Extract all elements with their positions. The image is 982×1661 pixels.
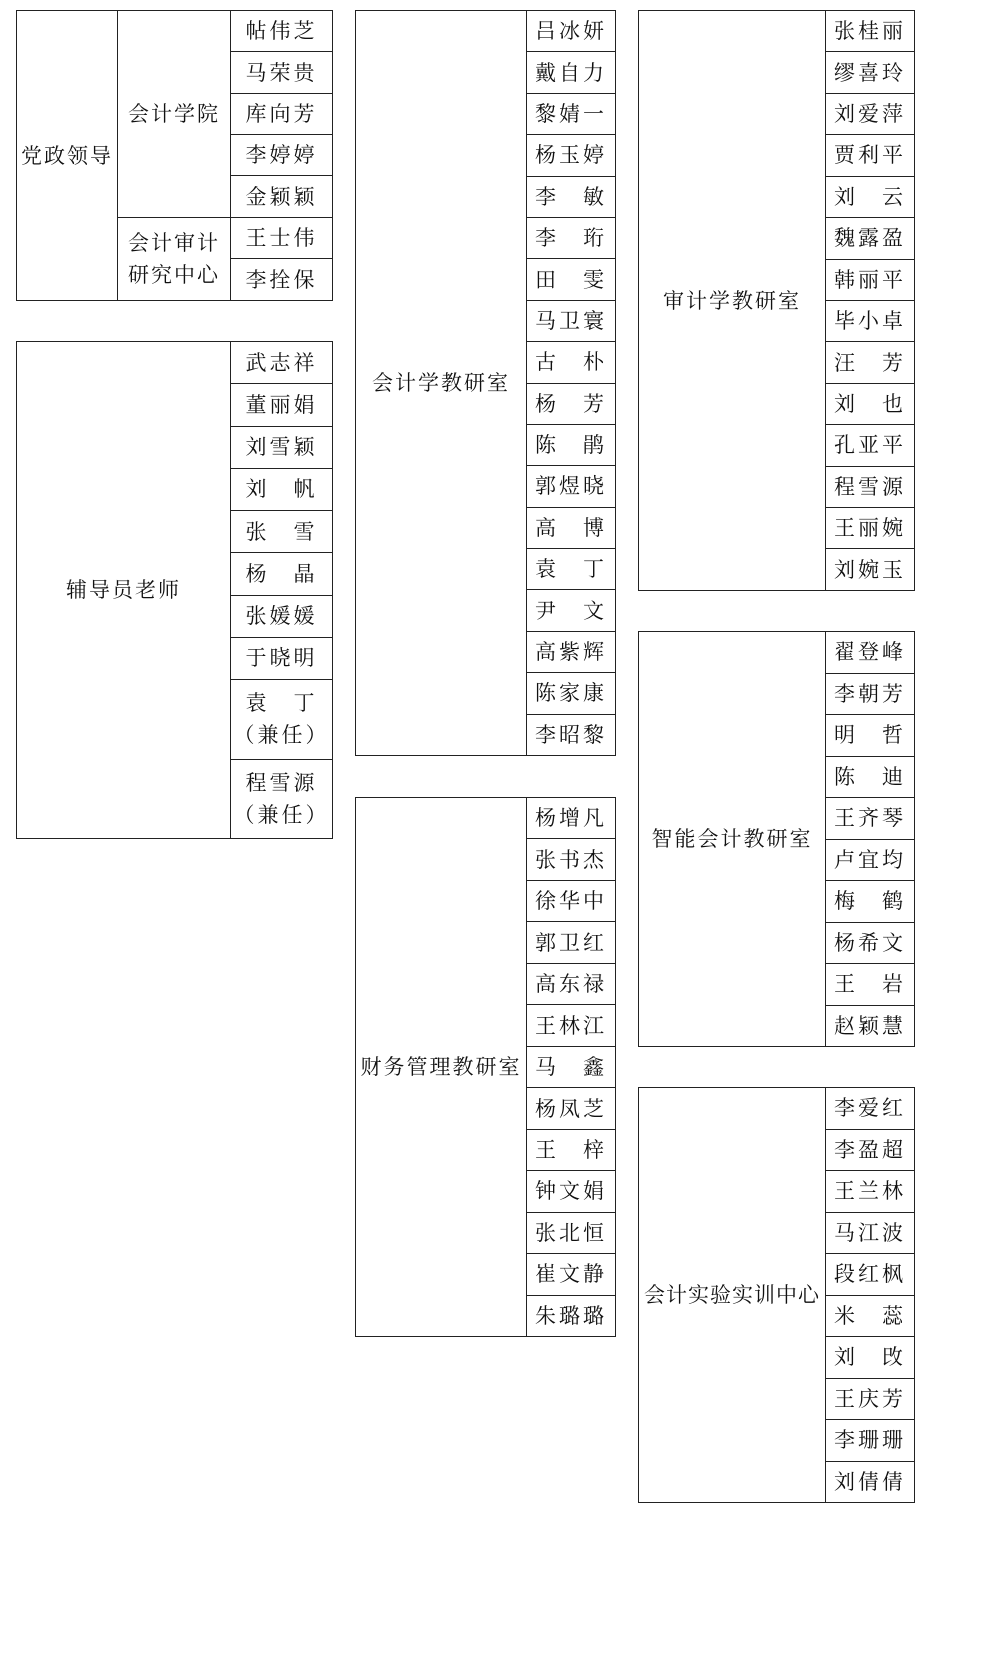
name-cell: 卢宜均 bbox=[826, 840, 914, 882]
name-cell: 王庆芳 bbox=[826, 1379, 914, 1421]
name-cell: 杨玉婷 bbox=[527, 135, 615, 176]
audit-office-block bbox=[638, 10, 915, 591]
counselors-label: 辅导员老师 bbox=[17, 342, 231, 838]
smart-accounting-office-block bbox=[638, 631, 915, 1047]
name-cell: 汪 芳 bbox=[826, 342, 914, 383]
name-cell: 高东禄 bbox=[527, 964, 615, 1005]
name-cell: 王 岩 bbox=[826, 964, 914, 1006]
name-cell: 翟登峰 bbox=[826, 632, 914, 674]
name-cell: 赵颖慧 bbox=[834, 1013, 906, 1038]
smart-accounting-office-names bbox=[826, 632, 914, 1046]
audit-office-label: 审计学教研室 bbox=[639, 11, 826, 590]
party-leaders-label: 党政领导 bbox=[17, 11, 118, 300]
accounting-school-names bbox=[231, 11, 332, 217]
name-cell: 刘婉玉 bbox=[834, 557, 906, 582]
name-cell: 梅 鹤 bbox=[826, 881, 914, 923]
name-cell: 田 雯 bbox=[527, 259, 615, 300]
name-cell: 郭煜晓 bbox=[527, 466, 615, 507]
name-cell: 刘雪颖 bbox=[231, 427, 332, 469]
name-cell: 袁 丁 （兼任） bbox=[231, 680, 332, 759]
name-cell: 贾利平 bbox=[826, 135, 914, 176]
name-cell: 刘 帆 bbox=[231, 469, 332, 511]
name-cell: 库向芳 bbox=[231, 94, 332, 135]
name-cell: 钟文娟 bbox=[527, 1171, 615, 1212]
name-cell: 毕小卓 bbox=[826, 301, 914, 342]
name-cell: 吕冰妍 bbox=[527, 11, 615, 52]
name-cell: 戴自力 bbox=[527, 52, 615, 93]
name-cell: 马江波 bbox=[826, 1213, 914, 1255]
lab-center-names bbox=[826, 1088, 914, 1502]
name-cell: 孔亚平 bbox=[826, 425, 914, 466]
name-cell: 韩丽平 bbox=[826, 260, 914, 301]
name-cell: 李朝芳 bbox=[826, 674, 914, 716]
name-cell: 董丽娟 bbox=[231, 384, 332, 426]
name-cell: 王齐琴 bbox=[826, 798, 914, 840]
name-cell: 陈 鹃 bbox=[527, 425, 615, 466]
audit-research-center-names bbox=[231, 218, 332, 300]
name-cell: 李珊珊 bbox=[826, 1420, 914, 1462]
name-cell: 刘 攺 bbox=[826, 1337, 914, 1379]
name-cell: 武志祥 bbox=[231, 342, 332, 384]
name-cell: 段红枫 bbox=[826, 1254, 914, 1296]
name-cell: 李昭黎 bbox=[535, 722, 607, 747]
name-cell: 杨希文 bbox=[826, 923, 914, 965]
name-cell: 王林江 bbox=[527, 1005, 615, 1046]
name-cell: 高 博 bbox=[527, 508, 615, 549]
name-cell: 刘 也 bbox=[826, 384, 914, 425]
name-cell: 金颖颖 bbox=[245, 184, 318, 209]
accounting-office-names bbox=[527, 11, 615, 755]
name-cell: 张媛媛 bbox=[231, 596, 332, 638]
name-cell: 李盈超 bbox=[826, 1130, 914, 1172]
name-cell: 张北恒 bbox=[527, 1213, 615, 1254]
name-cell: 李爱红 bbox=[826, 1088, 914, 1130]
counselors-block bbox=[16, 341, 333, 839]
name-cell: 王丽婉 bbox=[826, 508, 914, 549]
name-cell: 李拴保 bbox=[245, 267, 318, 292]
finance-office-block bbox=[355, 797, 616, 1337]
smart-accounting-office-label: 智能会计教研室 bbox=[639, 632, 826, 1046]
name-cell: 杨凤芝 bbox=[527, 1088, 615, 1129]
name-cell: 李婷婷 bbox=[231, 135, 332, 176]
lab-center-block bbox=[638, 1087, 915, 1503]
name-cell: 徐华中 bbox=[527, 881, 615, 922]
name-cell: 于晓明 bbox=[231, 638, 332, 680]
name-cell: 张 雪 bbox=[231, 511, 332, 553]
name-cell: 明 哲 bbox=[826, 715, 914, 757]
accounting-office-block bbox=[355, 10, 616, 756]
name-cell: 古 朴 bbox=[527, 342, 615, 383]
name-cell: 尹 文 bbox=[527, 590, 615, 631]
name-cell: 张书杰 bbox=[527, 839, 615, 880]
name-cell: 黎婧一 bbox=[527, 94, 615, 135]
name-cell: 杨 晶 bbox=[231, 553, 332, 595]
name-cell: 程雪源 bbox=[826, 467, 914, 508]
name-cell: 王 梓 bbox=[527, 1130, 615, 1171]
name-cell: 杨增凡 bbox=[527, 798, 615, 839]
name-cell: 帖伟芝 bbox=[231, 11, 332, 52]
name-cell: 王士伟 bbox=[231, 218, 332, 260]
finance-office-names bbox=[527, 798, 615, 1336]
name-cell: 陈家康 bbox=[527, 673, 615, 714]
name-cell: 张桂丽 bbox=[826, 11, 914, 52]
name-cell: 陈 迪 bbox=[826, 757, 914, 799]
name-cell: 刘倩倩 bbox=[834, 1469, 906, 1494]
counselors-names bbox=[231, 342, 332, 838]
name-cell: 刘爱萍 bbox=[826, 94, 914, 135]
name-cell: 袁 丁 bbox=[527, 549, 615, 590]
name-cell: 缪喜玲 bbox=[826, 52, 914, 93]
name-cell: 崔文静 bbox=[527, 1254, 615, 1295]
name-cell: 程雪源 （兼任） bbox=[233, 770, 330, 827]
finance-office-label: 财务管理教研室 bbox=[356, 798, 527, 1336]
name-cell: 马荣贵 bbox=[231, 52, 332, 93]
accounting-office-label: 会计学教研室 bbox=[356, 11, 527, 755]
accounting-school-group bbox=[118, 11, 332, 218]
name-cell: 李 珩 bbox=[527, 218, 615, 259]
name-cell: 米 蕊 bbox=[826, 1296, 914, 1338]
party-leaders-block bbox=[16, 10, 333, 301]
name-cell: 李 敏 bbox=[527, 177, 615, 218]
lab-center-label: 会计实验实训中心 bbox=[639, 1088, 826, 1502]
name-cell: 王兰林 bbox=[826, 1171, 914, 1213]
name-cell: 马卫寰 bbox=[527, 301, 615, 342]
name-cell: 郭卫红 bbox=[527, 922, 615, 963]
name-cell: 魏露盈 bbox=[826, 218, 914, 259]
audit-research-center-label: 会计审计 研究中心 bbox=[118, 218, 231, 300]
accounting-school-label: 会计学院 bbox=[118, 11, 231, 217]
name-cell: 朱璐璐 bbox=[535, 1303, 607, 1328]
name-cell: 高紫辉 bbox=[527, 632, 615, 673]
name-cell: 刘 云 bbox=[826, 177, 914, 218]
audit-office-names bbox=[826, 11, 914, 590]
name-cell: 杨 芳 bbox=[527, 384, 615, 425]
audit-research-center-group bbox=[118, 218, 332, 300]
name-cell: 马 鑫 bbox=[527, 1047, 615, 1088]
